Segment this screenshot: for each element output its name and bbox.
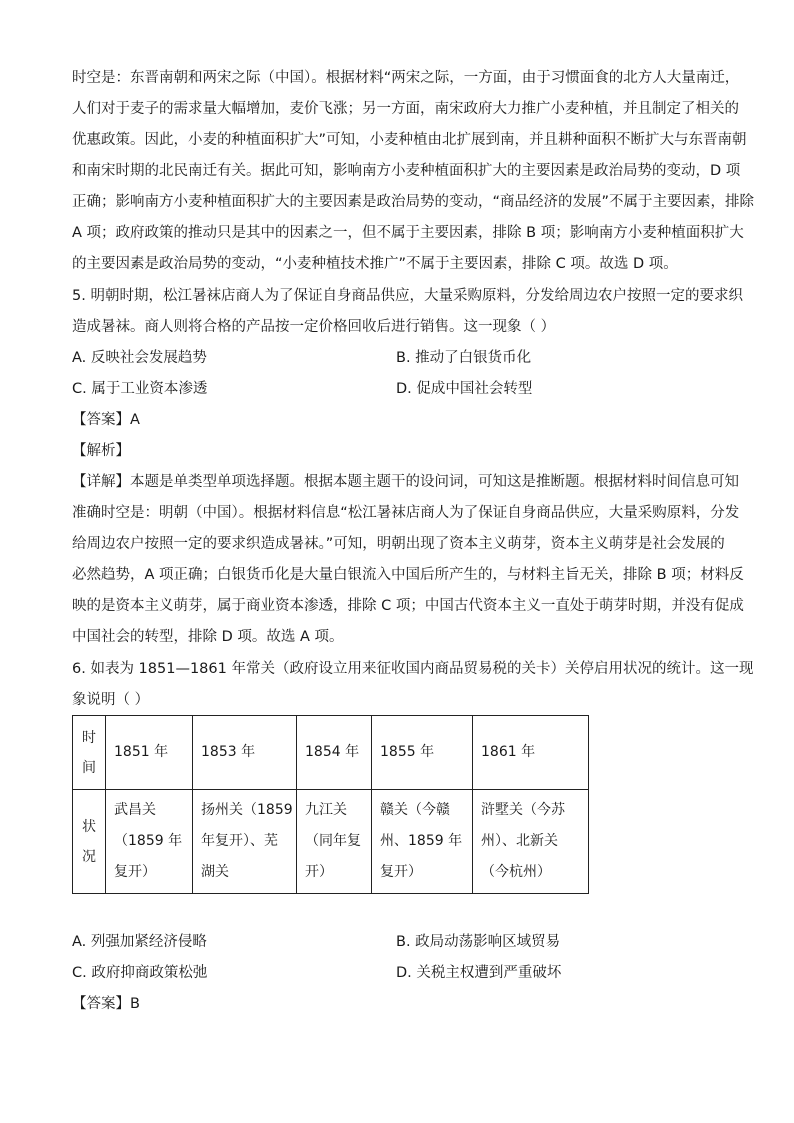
answer-label: 【答案】B [72,996,140,1012]
status-text: （1859 年 [114,833,183,849]
status-text: （同年复 [305,833,361,849]
detail-line: 给周边农户按照一定的要求织造成暑袜。”可知，明朝出现了资本主义萌芽，资本主义萌芽是社会发展的 [72,536,725,552]
detail-line: 映的是资本主义萌芽，属于商业资本渗透，排除 C 项；中国古代资本主义一直处于萌芽时期，并没有促成 [72,598,744,614]
status-text: 州、1859 年 [380,833,463,849]
option-c: C. 政府抑商政策松弛 [72,965,208,981]
table-row-time [73,716,589,790]
option-b: B. 推动了白银货币化 [396,350,532,366]
question-stem: 造成暑袜。商人则将合格的产品按一定价格回收后进行销售。这一现象（ ） [72,319,556,335]
year-cell: 1854 年 [297,716,372,790]
header-char: 间 [82,759,96,776]
status-text: 复开） [114,864,156,880]
text-line: A 项；政府政策的推动只是其中的因素之一，但不属于主要因素，排除 B 项；影响南方小麦种植面积扩大 [72,225,744,241]
status-cell [473,790,589,894]
customs-status-table [72,715,589,894]
status-text: 州）、北新关 [481,833,558,849]
option-a: A. 反映社会发展趋势 [72,350,207,366]
answer-label: 【答案】A [72,412,140,428]
text-line: 的主要因素是政治局势的变动，“小麦种植技术推广”不属于主要因素，排除 C 项。故选 D 项。 [72,256,678,272]
year-cell: 1855 年 [372,716,473,790]
option-b: B. 政局动荡影响区域贸易 [396,934,561,950]
status-text: 开） [305,864,333,880]
text-line: 优惠政策。因此，小麦的种植面积扩大”可知，小麦种植由北扩展到南，并且耕种面积不断扩大与东晋南朝 [72,132,747,148]
header-char: 时 [82,729,96,746]
question-stem: 5. 明朝时期，松江暑袜店商人为了保证自身商品供应，大量采购原料，分发给周边农户按照一定的要求织 [72,288,743,304]
status-cell [193,790,297,894]
detail-line: 必然趋势，A 项正确；白银货币化是大量白银流入中国后所产生的，与材料主旨无关，排除 B 项；材料反 [72,567,744,583]
question-stem: 6. 如表为 1851—1861 年常关（政府设立用来征收国内商品贸易税的关卡）关停启用状况的统计。这一现 [72,661,754,677]
status-cell [297,790,372,894]
question-stem: 象说明（ ） [72,692,150,708]
year-cell: 1861 年 [473,716,589,790]
status-text: 复开） [380,864,422,880]
text-line: 时空是：东晋南朝和两宋之际（中国）。根据材料“两宋之际，一方面，由于习惯面食的北方人大量南迁， [72,70,740,86]
status-cell [106,790,193,894]
detail-line: 【详解】本题是单类型单项选择题。根据本题主题干的设问词，可知这是推断题。根据材料时间信息可知 [72,474,739,490]
table-row-status [73,790,589,894]
row-header-time [73,716,106,790]
option-d: D. 促成中国社会转型 [396,381,533,397]
option-c: C. 属于工业资本渗透 [72,381,208,397]
text-line: 和南宋时期的北民南迁有关。据此可知，影响南方小麦种植面积扩大的主要因素是政治局势的变动，D 项 [72,163,741,179]
header-char: 况 [82,848,96,865]
status-text: 赣关（今赣 [380,802,450,818]
status-text: （今杭州） [481,864,551,880]
status-text: 湖关 [201,864,229,880]
option-a: A. 列强加紧经济侵略 [72,934,207,950]
analysis-label: 【解析】 [72,443,130,459]
text-line: 正确；影响南方小麦种植面积扩大的主要因素是政治局势的变动，“商品经济的发展”不属于主要因素，排除 [72,194,755,210]
status-text: 九江关 [305,802,347,818]
row-header-status [73,790,106,894]
option-d: D. 关税主权遭到严重破坏 [396,965,562,981]
detail-line: 准确时空是：明朝（中国）。根据材料信息“松江暑袜店商人为了保证自身商品供应，大量采购原料，分发 [72,505,740,521]
detail-line: 中国社会的转型，排除 D 项。故选 A 项。 [72,629,344,645]
status-text: 浒墅关（今苏 [481,802,565,818]
year-cell: 1853 年 [193,716,297,790]
status-text: 扬州关（1859 [201,802,293,818]
status-cell [372,790,473,894]
year-cell: 1851 年 [106,716,193,790]
status-text: 年复开）、芜 [201,833,278,849]
status-text: 武昌关 [114,802,156,818]
header-char: 状 [82,818,96,835]
text-line: 人们对于麦子的需求量大幅增加，麦价飞涨；另一方面，南宋政府大力推广小麦种植，并且制定了相关的 [72,101,739,117]
